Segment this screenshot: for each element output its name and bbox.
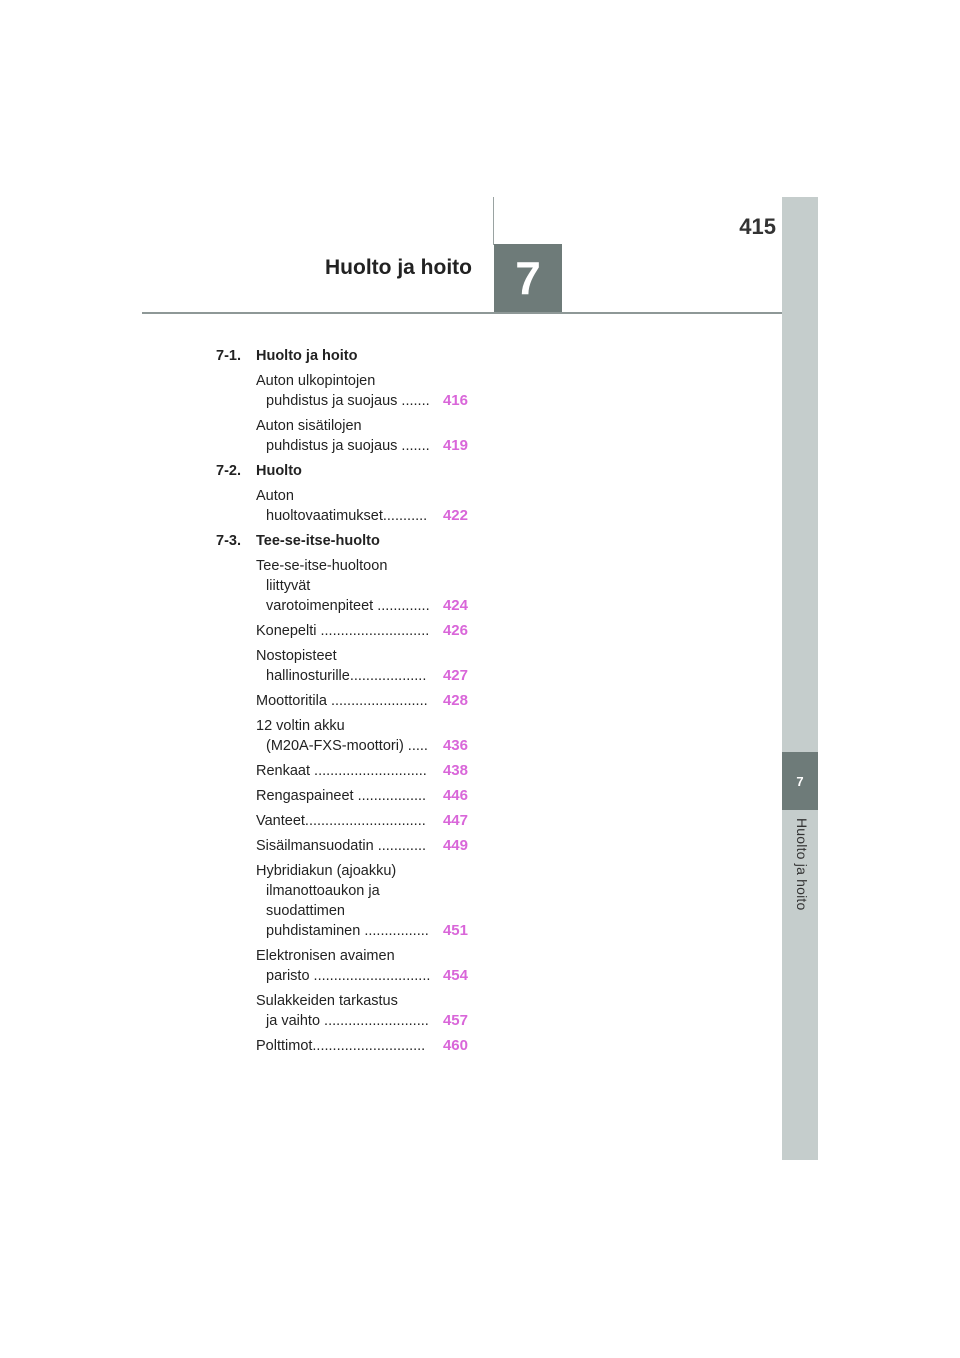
chapter-title: Huolto ja hoito (325, 256, 472, 279)
toc-entry-page-link[interactable]: 416 (442, 392, 468, 409)
toc-section-number: 7-1. (216, 348, 241, 364)
toc-section-title: Tee-se-itse-huolto (256, 533, 380, 549)
toc-entry-page-link[interactable]: 457 (442, 1012, 468, 1029)
toc-entry-label: Rengaspaineet ................. (256, 788, 427, 804)
side-tab-chapter-number[interactable]: 7 (782, 752, 818, 810)
toc-section-heading (216, 461, 468, 481)
toc-entry[interactable] (256, 811, 468, 831)
toc-entry-label: Hybridiakun (ajoakku) ilmanottoaukon ja suodattimen puhdistaminen ................ (256, 863, 429, 939)
toc-entry-page-link[interactable]: 427 (442, 667, 468, 684)
toc-entry-page-link[interactable]: 438 (442, 762, 468, 779)
toc-entry[interactable] (256, 416, 468, 456)
toc-entry-label: Auton huoltovaatimukset........... (256, 488, 428, 524)
toc-entry-label: Tee-se-itse-huoltoon liittyvät varotoimenpiteet ............. (256, 558, 430, 614)
toc-entry-label: Auton ulkopintojen puhdistus ja suojaus ....... (256, 373, 430, 409)
toc-entry-label: Elektronisen avaimen paristo ............................. (256, 948, 431, 984)
toc-entry-page-link[interactable]: 449 (442, 837, 468, 854)
chapter-number-box: 7 (494, 244, 562, 312)
toc-entry[interactable] (256, 946, 468, 986)
toc-section-title: Huolto (256, 463, 302, 479)
toc-entry-page-link[interactable]: 422 (442, 507, 468, 524)
toc-section-heading (216, 531, 468, 551)
toc-entry[interactable] (256, 556, 468, 616)
toc-entry[interactable] (256, 371, 468, 411)
toc-entry-label: Vanteet.............................. (256, 813, 426, 829)
toc-entry[interactable] (256, 786, 468, 806)
side-tab-bar (782, 197, 818, 1160)
toc-entry[interactable] (256, 621, 468, 641)
toc-entry-page-link[interactable]: 428 (442, 692, 468, 709)
toc-entry-label: Sisäilmansuodatin ............ (256, 838, 427, 854)
toc-entry-page-link[interactable]: 451 (442, 922, 468, 939)
toc-entry-page-link[interactable]: 447 (442, 812, 468, 829)
toc-entry-label: Renkaat ............................ (256, 763, 427, 779)
toc-entry[interactable] (256, 691, 468, 711)
toc-section-number: 7-2. (216, 463, 241, 479)
header-vertical-divider (493, 197, 494, 245)
toc-entry-page-link[interactable]: 426 (442, 622, 468, 639)
toc-entry-page-link[interactable]: 446 (442, 787, 468, 804)
toc-entry-label: Sulakkeiden tarkastus ja vaihto .......................... (256, 993, 429, 1029)
toc-entry[interactable] (256, 1036, 468, 1056)
toc-entry-label: Auton sisätilojen puhdistus ja suojaus ....... (256, 418, 430, 454)
toc-entry[interactable] (256, 646, 468, 686)
toc-entry-label: Nostopisteet hallinosturille................... (256, 648, 427, 684)
toc-entry-label: 12 voltin akku (M20A-FXS-moottori) ..... (256, 718, 428, 754)
toc-entry-label: Konepelti ........................... (256, 623, 430, 639)
toc-entry[interactable] (256, 761, 468, 781)
toc-section-heading (216, 346, 468, 366)
toc-entry-label: Moottoritila ........................ (256, 693, 428, 709)
toc-entry[interactable] (256, 716, 468, 756)
toc-entry[interactable] (256, 836, 468, 856)
table-of-contents (216, 346, 468, 1061)
toc-entry[interactable] (256, 486, 468, 526)
toc-section-title: Huolto ja hoito (256, 348, 358, 364)
toc-entry-page-link[interactable]: 460 (442, 1037, 468, 1054)
toc-entry-label: Polttimot............................ (256, 1038, 426, 1054)
toc-entry-page-link[interactable]: 424 (442, 597, 468, 614)
toc-entry-page-link[interactable]: 454 (442, 967, 468, 984)
toc-section-number: 7-3. (216, 533, 241, 549)
page-number: 415 (739, 214, 776, 239)
toc-entry-page-link[interactable]: 436 (442, 737, 468, 754)
toc-entry[interactable] (256, 861, 468, 941)
header-horizontal-rule (142, 312, 782, 314)
side-tab-label: Huolto ja hoito (794, 818, 810, 911)
toc-entry-page-link[interactable]: 419 (442, 437, 468, 454)
toc-entry[interactable] (256, 991, 468, 1031)
